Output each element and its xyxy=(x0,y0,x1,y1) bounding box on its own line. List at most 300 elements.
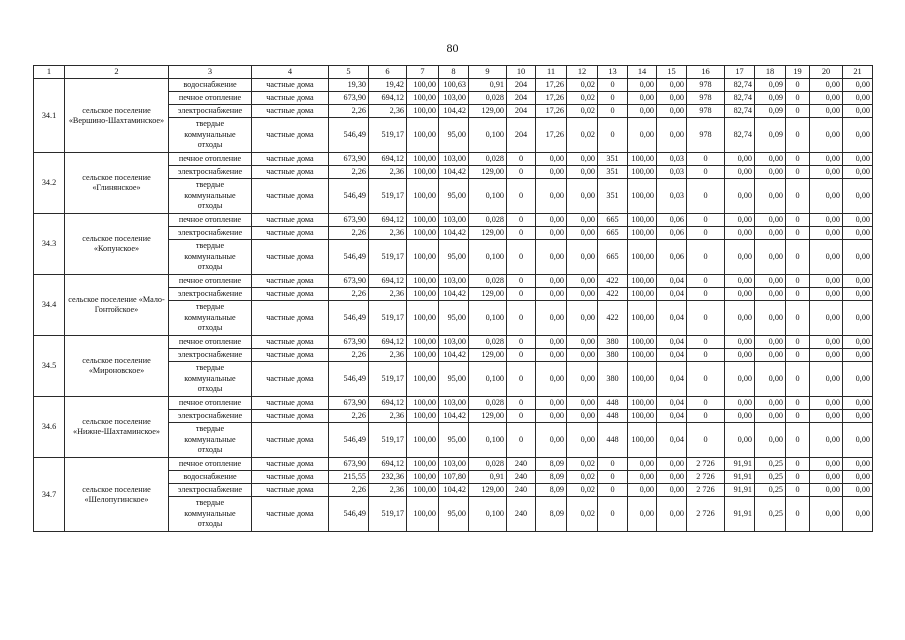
housing-type-cell: частные дома xyxy=(252,301,329,336)
value-cell: 519,17 xyxy=(369,240,407,275)
value-cell: 0,04 xyxy=(657,288,687,301)
value-cell: 0,028 xyxy=(469,397,507,410)
value-cell: 0,00 xyxy=(843,118,873,153)
value-cell: 0,00 xyxy=(567,179,598,214)
value-cell: 0,00 xyxy=(810,484,843,497)
service-type-cell: электроснабжение xyxy=(169,227,252,240)
value-cell: 129,00 xyxy=(469,410,507,423)
value-cell: 0,00 xyxy=(628,105,657,118)
value-cell: 0 xyxy=(786,227,810,240)
value-cell: 2,26 xyxy=(329,105,369,118)
value-cell: 0,06 xyxy=(657,227,687,240)
value-cell: 0 xyxy=(786,79,810,92)
group-number-cell: 34.1 xyxy=(34,79,65,153)
value-cell: 100,00 xyxy=(628,166,657,179)
value-cell: 232,36 xyxy=(369,471,407,484)
settlement-name-cell: сельское поселение «Глинянское» xyxy=(65,153,169,214)
value-cell: 0 xyxy=(786,458,810,471)
group-number-cell: 34.4 xyxy=(34,275,65,336)
value-cell: 0,00 xyxy=(536,227,567,240)
value-cell: 0,02 xyxy=(567,458,598,471)
value-cell: 546,49 xyxy=(329,301,369,336)
value-cell: 978 xyxy=(687,105,725,118)
value-cell: 103,00 xyxy=(439,92,469,105)
value-cell: 0 xyxy=(687,397,725,410)
value-cell: 204 xyxy=(507,92,536,105)
group-number-cell: 34.7 xyxy=(34,458,65,532)
value-cell: 694,12 xyxy=(369,458,407,471)
value-cell: 0 xyxy=(687,410,725,423)
value-cell: 0 xyxy=(507,288,536,301)
value-cell: 2,36 xyxy=(369,227,407,240)
value-cell: 0 xyxy=(687,362,725,397)
value-cell: 0,00 xyxy=(567,275,598,288)
value-cell: 100,00 xyxy=(407,484,439,497)
value-cell: 0,00 xyxy=(755,166,786,179)
value-cell: 0,00 xyxy=(810,336,843,349)
value-cell: 0 xyxy=(687,423,725,458)
value-cell: 0,00 xyxy=(810,288,843,301)
value-cell: 0,00 xyxy=(810,166,843,179)
value-cell: 100,00 xyxy=(407,423,439,458)
value-cell: 2,36 xyxy=(369,166,407,179)
housing-type-cell: частные дома xyxy=(252,458,329,471)
value-cell: 0 xyxy=(786,301,810,336)
value-cell: 665 xyxy=(598,227,628,240)
value-cell: 0 xyxy=(598,484,628,497)
value-cell: 0,00 xyxy=(536,179,567,214)
value-cell: 104,42 xyxy=(439,105,469,118)
value-cell: 0,00 xyxy=(755,362,786,397)
value-cell: 0 xyxy=(598,458,628,471)
value-cell: 95,00 xyxy=(439,301,469,336)
value-cell: 0,00 xyxy=(536,166,567,179)
value-cell: 0,00 xyxy=(628,92,657,105)
value-cell: 0 xyxy=(687,349,725,362)
value-cell: 0,04 xyxy=(657,301,687,336)
value-cell: 103,00 xyxy=(439,214,469,227)
value-cell: 694,12 xyxy=(369,153,407,166)
value-cell: 0 xyxy=(786,288,810,301)
value-cell: 100,00 xyxy=(628,410,657,423)
value-cell: 0,04 xyxy=(657,362,687,397)
value-cell: 100,00 xyxy=(628,336,657,349)
housing-type-cell: частные дома xyxy=(252,240,329,275)
value-cell: 100,00 xyxy=(407,275,439,288)
value-cell: 8,09 xyxy=(536,484,567,497)
value-cell: 546,49 xyxy=(329,423,369,458)
value-cell: 240 xyxy=(507,497,536,532)
value-cell: 0,100 xyxy=(469,423,507,458)
value-cell: 0,00 xyxy=(567,166,598,179)
value-cell: 0,00 xyxy=(536,240,567,275)
group-number-cell: 34.5 xyxy=(34,336,65,397)
value-cell: 0 xyxy=(786,105,810,118)
value-cell: 104,42 xyxy=(439,349,469,362)
table-row xyxy=(34,458,873,471)
column-number-cell: 12 xyxy=(567,66,598,79)
value-cell: 2,36 xyxy=(369,349,407,362)
tariff-table xyxy=(33,65,873,532)
value-cell: 0,00 xyxy=(843,471,873,484)
value-cell: 0,00 xyxy=(810,497,843,532)
service-type-cell: твердые коммунальные отходы xyxy=(169,497,252,532)
value-cell: 0,00 xyxy=(843,362,873,397)
value-cell: 0,00 xyxy=(843,484,873,497)
value-cell: 0,00 xyxy=(810,423,843,458)
value-cell: 0,00 xyxy=(628,79,657,92)
column-number-cell: 9 xyxy=(469,66,507,79)
value-cell: 100,00 xyxy=(628,214,657,227)
value-cell: 0 xyxy=(687,336,725,349)
value-cell: 100,00 xyxy=(407,79,439,92)
value-cell: 0,00 xyxy=(536,288,567,301)
value-cell: 2,26 xyxy=(329,349,369,362)
value-cell: 0,00 xyxy=(536,410,567,423)
value-cell: 0,00 xyxy=(725,336,755,349)
column-number-cell: 16 xyxy=(687,66,725,79)
value-cell: 82,74 xyxy=(725,105,755,118)
value-cell: 129,00 xyxy=(469,166,507,179)
column-number-cell: 13 xyxy=(598,66,628,79)
value-cell: 0,00 xyxy=(725,349,755,362)
value-cell: 129,00 xyxy=(469,105,507,118)
column-number-cell: 15 xyxy=(657,66,687,79)
value-cell: 0,00 xyxy=(843,240,873,275)
value-cell: 0,00 xyxy=(810,301,843,336)
service-type-cell: твердые коммунальные отходы xyxy=(169,423,252,458)
value-cell: 0,00 xyxy=(755,349,786,362)
value-cell: 0,00 xyxy=(810,92,843,105)
page-number: 80 xyxy=(446,41,459,55)
value-cell: 0 xyxy=(786,471,810,484)
value-cell: 100,00 xyxy=(628,397,657,410)
value-cell: 0,00 xyxy=(536,153,567,166)
value-cell: 0,00 xyxy=(843,275,873,288)
value-cell: 103,00 xyxy=(439,336,469,349)
value-cell: 0,00 xyxy=(536,362,567,397)
value-cell: 0,02 xyxy=(567,105,598,118)
value-cell: 100,00 xyxy=(628,153,657,166)
value-cell: 0 xyxy=(786,423,810,458)
value-cell: 0 xyxy=(507,362,536,397)
value-cell: 0,028 xyxy=(469,92,507,105)
value-cell: 0 xyxy=(687,288,725,301)
value-cell: 100,00 xyxy=(407,227,439,240)
value-cell: 104,42 xyxy=(439,166,469,179)
housing-type-cell: частные дома xyxy=(252,275,329,288)
value-cell: 0,00 xyxy=(755,301,786,336)
value-cell: 0,00 xyxy=(725,153,755,166)
housing-type-cell: частные дома xyxy=(252,336,329,349)
column-number-cell: 6 xyxy=(369,66,407,79)
value-cell: 100,00 xyxy=(407,458,439,471)
value-cell: 0,00 xyxy=(657,458,687,471)
value-cell: 0,00 xyxy=(725,179,755,214)
value-cell: 0,00 xyxy=(843,349,873,362)
value-cell: 103,00 xyxy=(439,153,469,166)
value-cell: 2 726 xyxy=(687,458,725,471)
value-cell: 0,00 xyxy=(567,288,598,301)
value-cell: 0,00 xyxy=(536,336,567,349)
value-cell: 0 xyxy=(687,153,725,166)
value-cell: 0,00 xyxy=(755,153,786,166)
value-cell: 0 xyxy=(786,336,810,349)
value-cell: 0,00 xyxy=(843,458,873,471)
value-cell: 546,49 xyxy=(329,118,369,153)
value-cell: 694,12 xyxy=(369,92,407,105)
value-cell: 546,49 xyxy=(329,240,369,275)
value-cell: 0 xyxy=(507,397,536,410)
housing-type-cell: частные дома xyxy=(252,349,329,362)
value-cell: 2,26 xyxy=(329,410,369,423)
value-cell: 0,02 xyxy=(567,92,598,105)
value-cell: 0,04 xyxy=(657,423,687,458)
value-cell: 0,00 xyxy=(843,497,873,532)
value-cell: 546,49 xyxy=(329,497,369,532)
value-cell: 17,26 xyxy=(536,92,567,105)
value-cell: 0,09 xyxy=(755,105,786,118)
value-cell: 694,12 xyxy=(369,336,407,349)
value-cell: 0 xyxy=(786,410,810,423)
housing-type-cell: частные дома xyxy=(252,118,329,153)
value-cell: 100,00 xyxy=(407,471,439,484)
value-cell: 95,00 xyxy=(439,179,469,214)
value-cell: 0,09 xyxy=(755,92,786,105)
value-cell: 0,00 xyxy=(810,153,843,166)
value-cell: 422 xyxy=(598,275,628,288)
value-cell: 0 xyxy=(598,118,628,153)
value-cell: 0 xyxy=(786,118,810,153)
service-type-cell: водоснабжение xyxy=(169,471,252,484)
value-cell: 0,00 xyxy=(843,301,873,336)
value-cell: 519,17 xyxy=(369,301,407,336)
value-cell: 422 xyxy=(598,301,628,336)
column-number-cell: 19 xyxy=(786,66,810,79)
value-cell: 100,00 xyxy=(628,227,657,240)
value-cell: 0,100 xyxy=(469,362,507,397)
housing-type-cell: частные дома xyxy=(252,105,329,118)
column-number-cell: 10 xyxy=(507,66,536,79)
value-cell: 0 xyxy=(687,227,725,240)
value-cell: 519,17 xyxy=(369,118,407,153)
value-cell: 0,00 xyxy=(567,423,598,458)
value-cell: 100,00 xyxy=(407,153,439,166)
value-cell: 0,028 xyxy=(469,336,507,349)
value-cell: 0,25 xyxy=(755,471,786,484)
value-cell: 519,17 xyxy=(369,423,407,458)
value-cell: 0,00 xyxy=(536,214,567,227)
value-cell: 0,00 xyxy=(567,153,598,166)
service-type-cell: электроснабжение xyxy=(169,484,252,497)
value-cell: 0 xyxy=(786,484,810,497)
value-cell: 0,00 xyxy=(567,214,598,227)
value-cell: 100,00 xyxy=(407,214,439,227)
value-cell: 100,00 xyxy=(407,118,439,153)
service-type-cell: твердые коммунальные отходы xyxy=(169,362,252,397)
column-number-cell: 20 xyxy=(810,66,843,79)
value-cell: 0,00 xyxy=(843,179,873,214)
service-type-cell: твердые коммунальные отходы xyxy=(169,240,252,275)
value-cell: 0,00 xyxy=(567,301,598,336)
value-cell: 0,00 xyxy=(810,105,843,118)
value-cell: 0 xyxy=(598,471,628,484)
housing-type-cell: частные дома xyxy=(252,214,329,227)
value-cell: 0,00 xyxy=(755,410,786,423)
value-cell: 0,00 xyxy=(843,423,873,458)
table-row xyxy=(34,79,873,92)
value-cell: 0 xyxy=(687,240,725,275)
value-cell: 0,00 xyxy=(810,410,843,423)
value-cell: 0,00 xyxy=(810,79,843,92)
settlement-name-cell: сельское поселение «Нижне-Шахтаминское» xyxy=(65,397,169,458)
value-cell: 0,00 xyxy=(657,92,687,105)
service-type-cell: электроснабжение xyxy=(169,105,252,118)
value-cell: 215,55 xyxy=(329,471,369,484)
group-number-cell: 34.3 xyxy=(34,214,65,275)
value-cell: 0,00 xyxy=(755,227,786,240)
value-cell: 0,00 xyxy=(843,214,873,227)
value-cell: 0,028 xyxy=(469,458,507,471)
value-cell: 0,04 xyxy=(657,397,687,410)
value-cell: 0,00 xyxy=(725,275,755,288)
value-cell: 107,80 xyxy=(439,471,469,484)
service-type-cell: печное отопление xyxy=(169,92,252,105)
value-cell: 0,00 xyxy=(843,92,873,105)
value-cell: 0 xyxy=(507,275,536,288)
value-cell: 0,00 xyxy=(755,336,786,349)
value-cell: 129,00 xyxy=(469,288,507,301)
value-cell: 19,42 xyxy=(369,79,407,92)
service-type-cell: водоснабжение xyxy=(169,79,252,92)
service-type-cell: печное отопление xyxy=(169,336,252,349)
value-cell: 0,00 xyxy=(810,397,843,410)
value-cell: 100,00 xyxy=(407,179,439,214)
value-cell: 240 xyxy=(507,484,536,497)
service-type-cell: печное отопление xyxy=(169,214,252,227)
value-cell: 0,00 xyxy=(536,275,567,288)
value-cell: 129,00 xyxy=(469,227,507,240)
value-cell: 0,100 xyxy=(469,118,507,153)
value-cell: 0,00 xyxy=(657,105,687,118)
housing-type-cell: частные дома xyxy=(252,471,329,484)
value-cell: 0 xyxy=(786,153,810,166)
value-cell: 0 xyxy=(507,410,536,423)
value-cell: 104,42 xyxy=(439,484,469,497)
value-cell: 0,028 xyxy=(469,153,507,166)
value-cell: 2,26 xyxy=(329,288,369,301)
value-cell: 0,09 xyxy=(755,118,786,153)
housing-type-cell: частные дома xyxy=(252,227,329,240)
value-cell: 95,00 xyxy=(439,423,469,458)
value-cell: 100,00 xyxy=(628,240,657,275)
value-cell: 0,00 xyxy=(725,288,755,301)
service-type-cell: электроснабжение xyxy=(169,166,252,179)
housing-type-cell: частные дома xyxy=(252,410,329,423)
value-cell: 0,00 xyxy=(810,227,843,240)
value-cell: 8,09 xyxy=(536,497,567,532)
value-cell: 0,00 xyxy=(755,214,786,227)
settlement-name-cell: сельское поселение «Мало-Гонтойское» xyxy=(65,275,169,336)
value-cell: 0 xyxy=(786,240,810,275)
value-cell: 0,00 xyxy=(536,423,567,458)
value-cell: 0,25 xyxy=(755,484,786,497)
value-cell: 8,09 xyxy=(536,471,567,484)
value-cell: 0,00 xyxy=(725,397,755,410)
value-cell: 0,00 xyxy=(657,497,687,532)
value-cell: 519,17 xyxy=(369,362,407,397)
value-cell: 0 xyxy=(598,92,628,105)
value-cell: 95,00 xyxy=(439,240,469,275)
service-type-cell: печное отопление xyxy=(169,458,252,471)
value-cell: 0 xyxy=(786,497,810,532)
housing-type-cell: частные дома xyxy=(252,484,329,497)
value-cell: 0,03 xyxy=(657,166,687,179)
value-cell: 100,00 xyxy=(407,410,439,423)
value-cell: 0,03 xyxy=(657,153,687,166)
value-cell: 2,36 xyxy=(369,288,407,301)
value-cell: 978 xyxy=(687,92,725,105)
value-cell: 673,90 xyxy=(329,275,369,288)
value-cell: 0 xyxy=(507,349,536,362)
value-cell: 0 xyxy=(507,153,536,166)
housing-type-cell: частные дома xyxy=(252,362,329,397)
service-type-cell: электроснабжение xyxy=(169,410,252,423)
value-cell: 0,028 xyxy=(469,275,507,288)
column-number-cell: 21 xyxy=(843,66,873,79)
column-number-row xyxy=(34,66,873,79)
value-cell: 0 xyxy=(786,214,810,227)
settlement-name-cell: сельское поселение «Шелопугинское» xyxy=(65,458,169,532)
value-cell: 0 xyxy=(786,92,810,105)
value-cell: 351 xyxy=(598,179,628,214)
value-cell: 0 xyxy=(786,397,810,410)
value-cell: 0,00 xyxy=(725,240,755,275)
value-cell: 0,00 xyxy=(567,410,598,423)
value-cell: 95,00 xyxy=(439,118,469,153)
value-cell: 978 xyxy=(687,118,725,153)
value-cell: 422 xyxy=(598,288,628,301)
column-number-cell: 17 xyxy=(725,66,755,79)
value-cell: 694,12 xyxy=(369,397,407,410)
value-cell: 673,90 xyxy=(329,92,369,105)
value-cell: 0,00 xyxy=(810,349,843,362)
value-cell: 103,00 xyxy=(439,275,469,288)
value-cell: 0,04 xyxy=(657,336,687,349)
value-cell: 0,00 xyxy=(628,497,657,532)
value-cell: 978 xyxy=(687,79,725,92)
settlement-name-cell: сельское поселение «Мироновское» xyxy=(65,336,169,397)
value-cell: 0,00 xyxy=(725,301,755,336)
value-cell: 0,00 xyxy=(843,336,873,349)
value-cell: 0 xyxy=(507,336,536,349)
value-cell: 673,90 xyxy=(329,397,369,410)
value-cell: 0,00 xyxy=(810,471,843,484)
value-cell: 0,00 xyxy=(843,79,873,92)
value-cell: 100,00 xyxy=(407,92,439,105)
value-cell: 0 xyxy=(687,301,725,336)
value-cell: 82,74 xyxy=(725,79,755,92)
value-cell: 0,02 xyxy=(567,79,598,92)
value-cell: 0,00 xyxy=(843,397,873,410)
housing-type-cell: частные дома xyxy=(252,166,329,179)
value-cell: 100,00 xyxy=(628,179,657,214)
value-cell: 240 xyxy=(507,471,536,484)
housing-type-cell: частные дома xyxy=(252,423,329,458)
value-cell: 17,26 xyxy=(536,118,567,153)
value-cell: 91,91 xyxy=(725,458,755,471)
value-cell: 0,00 xyxy=(657,118,687,153)
